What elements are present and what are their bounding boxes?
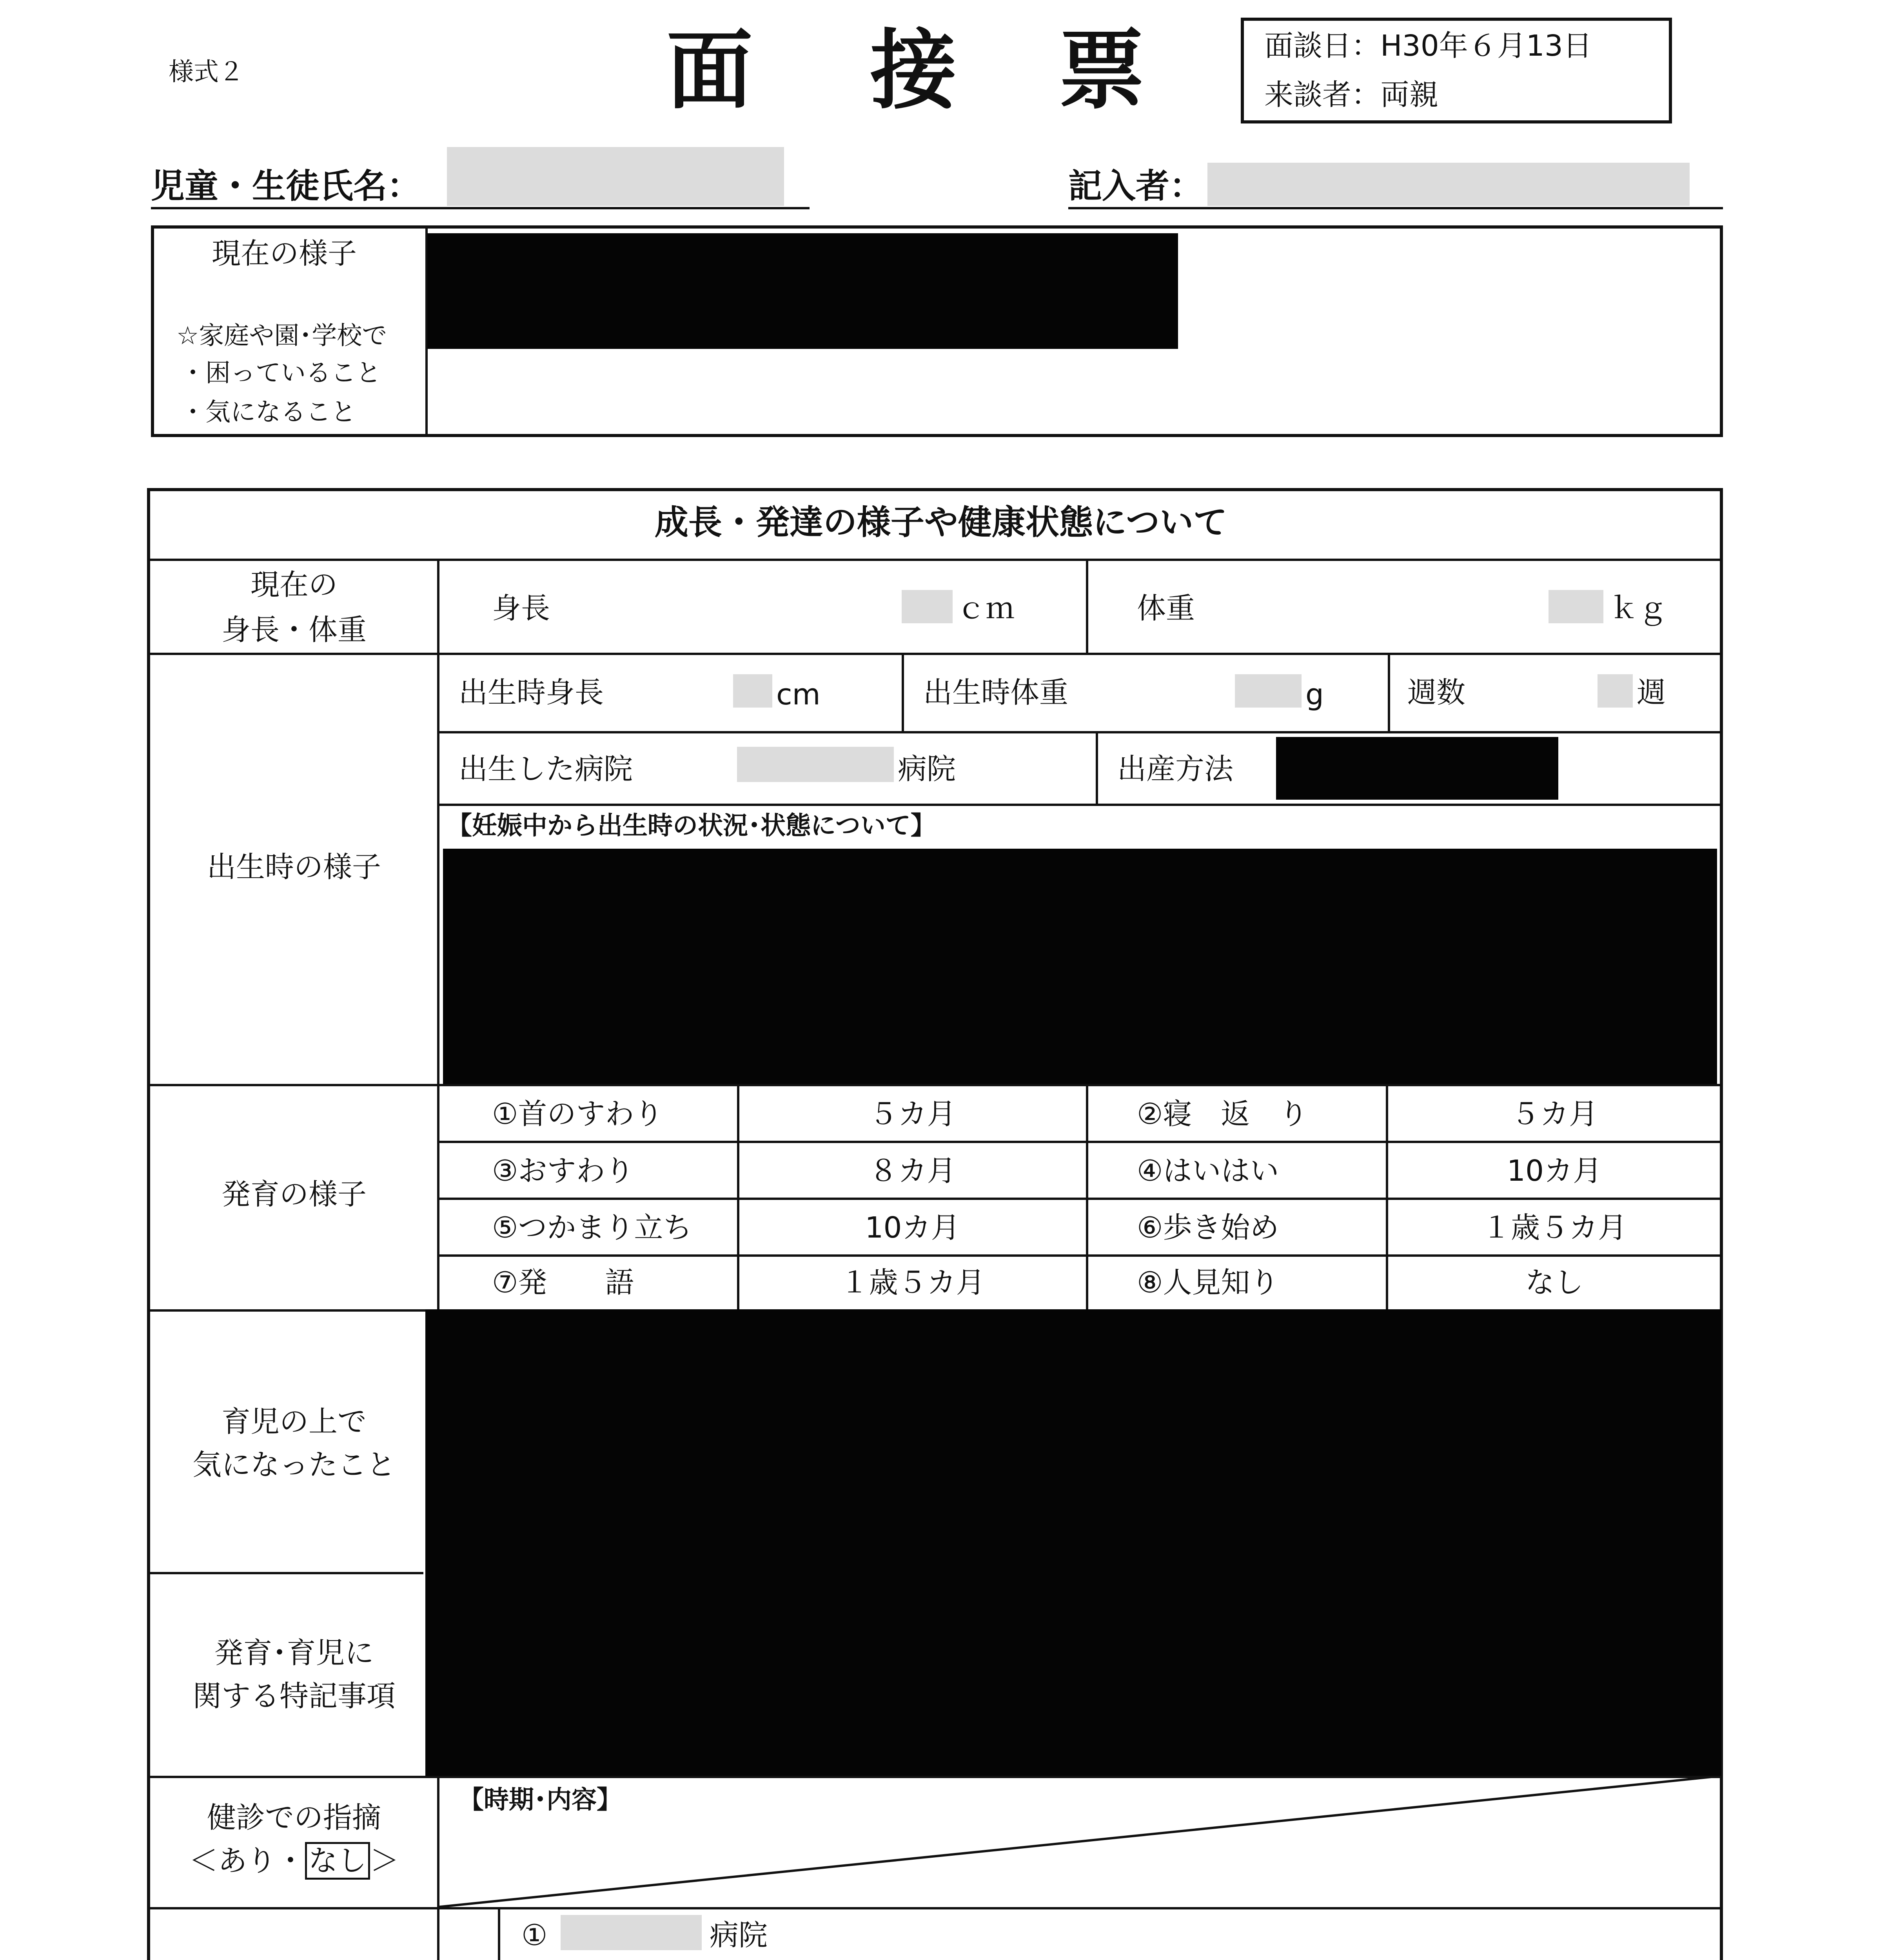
row-line [149, 559, 1721, 561]
current-state-sub2: ・困っていること [180, 359, 381, 388]
current-hw-label-2: 身長・体重 [221, 613, 367, 647]
milestone-label: ⑧人見知り [1137, 1266, 1279, 1299]
current-hw-label-1: 現在の [251, 568, 338, 602]
interview-date: 面談日：H30年６月13日 [1264, 29, 1592, 63]
parenting-redaction [425, 1309, 1721, 1776]
birth-divider-1 [902, 653, 904, 731]
birth-section-label: 出生時の様子 [207, 850, 381, 884]
row-line [149, 653, 1721, 655]
delivery-redacted [1276, 737, 1558, 800]
page-title-char-2: 接 [870, 20, 957, 121]
delivery-label: 出産方法 [1117, 752, 1233, 786]
inst1-suffix: 病院 [710, 1918, 768, 1952]
milestone-value: ５カ月 [869, 1097, 956, 1131]
recorder-underline [1068, 207, 1723, 209]
current-state-sub3: ・気になること [180, 398, 356, 427]
weeks-label: 週数 [1407, 676, 1465, 710]
birth-height-label: 出生時身長 [459, 676, 604, 710]
height-unit: ｃｍ [957, 592, 1015, 625]
milestone-col-2 [1086, 1084, 1088, 1309]
weight-unit: ｋｇ [1609, 592, 1667, 625]
parenting-label-2: 気になったこと [192, 1448, 396, 1482]
milestone-label: ⑦発 語 [492, 1266, 634, 1299]
milestone-label: ①首のすわり [492, 1097, 663, 1131]
current-state-title: 現在の様子 [212, 237, 357, 270]
hospital-suffix: 病院 [898, 752, 956, 786]
birth-height-redacted [733, 674, 772, 708]
student-name-underline [151, 207, 810, 209]
milestone-value: １歳５カ月 [1482, 1211, 1627, 1245]
milestone-label: ②寝 返 り [1137, 1097, 1308, 1131]
recorder-redacted [1207, 163, 1690, 206]
milestone-value: 10カ月 [1507, 1154, 1602, 1188]
milestone-value: ８カ月 [869, 1154, 956, 1188]
milestone-label: ④はいはい [1137, 1154, 1279, 1188]
weeks-unit: 週 [1637, 676, 1666, 710]
special-label-1: 発育･育児に [214, 1636, 374, 1670]
birth-weight-unit: g [1305, 678, 1324, 711]
visitor: 来談者：両親 [1264, 78, 1438, 112]
student-name-label: 児童・生徒氏名： [151, 167, 421, 206]
birth-weight-label: 出生時体重 [923, 676, 1068, 710]
hospital-divider [1096, 731, 1098, 804]
institution-divider [498, 1907, 500, 1960]
checkup-period-label: 【時期･内容】 [459, 1786, 622, 1815]
checkup-label-1: 健診での指摘 [207, 1801, 381, 1835]
current-state-sub1: ☆家庭や園･学校で [176, 321, 387, 350]
form-number: 様式２ [169, 58, 244, 87]
weeks-redacted [1598, 674, 1633, 708]
row-line [149, 1907, 1721, 1909]
pregnancy-redaction [443, 849, 1717, 1084]
birth-divider-2 [1388, 653, 1390, 731]
row-line [437, 731, 1721, 733]
label-column-divider-bottom [437, 1907, 439, 1960]
height-label: 身長 [492, 592, 550, 625]
checkup-strikeout [437, 1776, 1723, 1907]
inst1-no: ① [521, 1918, 548, 1952]
checkup-selected-none: なし [305, 1842, 370, 1880]
row-line [437, 804, 1721, 806]
row-line [437, 1254, 1721, 1257]
checkup-label-2: ＜あり・ なし ＞ [151, 1846, 437, 1875]
current-state-redaction [427, 233, 1178, 349]
birth-height-unit: cm [776, 678, 821, 711]
page-title-char-1: 面 [666, 20, 753, 121]
row-line [149, 1084, 1721, 1086]
milestone-value: １歳５カ月 [840, 1266, 985, 1299]
weight-label: 体重 [1137, 592, 1195, 625]
milestone-label: ③おすわり [492, 1154, 634, 1188]
hw-divider [1086, 561, 1088, 653]
row-line [437, 1141, 1721, 1143]
growth-section-title: 成長・発達の様子や健康状態について [654, 503, 1227, 542]
recorder-label: 記入者： [1068, 167, 1203, 206]
pregnancy-label: 【妊娠中から出生時の状況･状態について】 [447, 811, 936, 840]
parenting-label-1: 育児の上で [221, 1405, 367, 1439]
hospital-label: 出生した病院 [459, 752, 633, 786]
milestone-value: 10カ月 [865, 1211, 960, 1245]
student-name-redacted [447, 147, 784, 206]
row-line [437, 1198, 1721, 1200]
milestone-label: ⑥歩き始め [1137, 1211, 1279, 1245]
page-title-char-3: 票 [1058, 20, 1145, 121]
milestone-label: ⑤つかまり立ち [492, 1211, 692, 1245]
hospital-redacted [737, 747, 894, 782]
row-line [149, 1572, 423, 1574]
weight-value-redacted [1549, 590, 1603, 623]
milestone-value: ５カ月 [1511, 1097, 1598, 1131]
special-label-2: 関する特記事項 [192, 1679, 396, 1713]
inst1-name-redacted [561, 1915, 702, 1950]
dev-section-label: 発育の様子 [221, 1178, 367, 1211]
birth-weight-redacted [1235, 674, 1302, 708]
height-value-redacted [902, 590, 953, 623]
milestone-value: なし [1525, 1266, 1583, 1299]
